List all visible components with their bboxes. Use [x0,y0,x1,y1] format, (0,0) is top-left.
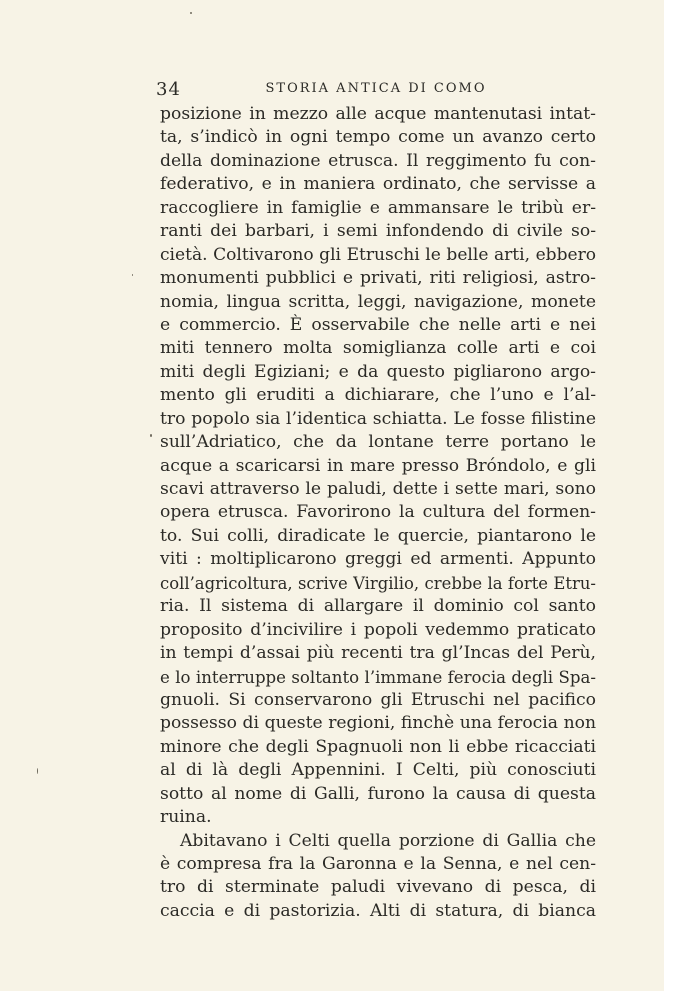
text-line: della dominazione etrusca. Il reggimento fu con- [160,150,596,171]
text-line: al di là degli Appennini. I Celti, più conosciuti [160,760,596,781]
page-margin [664,0,700,991]
text-line: posizione in mezzo alle acque mantenutasi intat- [160,104,596,124]
ink-speck [150,434,152,437]
text-line: mento gli eruditi a dichiarare, che l’uno e l’al- [160,385,596,406]
text-line: acque a scaricarsi in mare presso Bróndolo, e gli [160,455,596,476]
text-line: ta, s’indicò in ogni tempo come un avanzo certo [160,127,596,148]
text-line: è compresa fra la Garonna e la Senna, e nel cen- [160,854,596,874]
paragraph-last-line: ruina. [160,807,212,828]
text-line: to. Sui colli, diradicate le quercie, piantarono le [160,525,596,546]
text-line: proposito d’incivilire i popoli vedemmo praticato [160,619,596,640]
paragraph-first-line: Abitavano i Celti quella porzione di Gallia che [180,830,596,851]
text-line: miti tennero molta somiglianza colle arti e coi [160,338,596,359]
text-line: possesso di queste regioni, finchè una ferocia non [160,713,596,734]
body-text [160,103,596,923]
text-line: raccogliere in famiglie e ammansare le tribù er- [160,197,596,218]
text-line: viti : moltiplicarono greggi ed armenti. Appunto [160,549,596,570]
page-header [156,79,596,99]
text-line: ranti dei barbari, i semi infondendo di civile so- [160,221,596,242]
ink-speck [132,274,133,276]
page-number: 34 [156,79,181,100]
text-line: coll’agricoltura, scrive Virgilio, crebbe la forte Etru- [160,573,596,593]
text-line: in tempi d’assai più recenti tra gl’Incas del Perù, [160,643,596,664]
text-line: sull’Adriatico, che da lontane terre portano le [160,432,596,453]
ink-speck [37,768,38,774]
text-line: tro popolo sia l’identica schiatta. Le fosse filistine [160,408,596,429]
text-line: cietà. Coltivarono gli Etruschi le belle arti, ebbero [160,244,596,265]
text-line: tro di sterminate paludi vivevano di pesca, di [160,877,596,898]
text-line: sotto al nome di Galli, furono la causa di questa [160,783,596,804]
running-head: STORIA ANTICA DI COMO [265,81,487,96]
text-line: scavi attraverso le paludi, dette i sette mari, sono [160,479,596,499]
text-line: minore che degli Spagnuoli non li ebbe ricacciati [160,736,596,757]
text-line: nomia, lingua scritta, leggi, navigazione, monete [160,291,596,312]
text-line: ria. Il sistema di allargare il dominio col santo [160,596,596,617]
text-line: federativo, e in maniera ordinato, che servisse a [160,174,596,195]
text-line: caccia e di pastorizia. Alti di statura, di bianca [160,900,596,921]
text-line: gnuoli. Si conservarono gli Etruschi nel pacifico [160,689,596,710]
text-line: miti degli Egiziani; e da questo pigliarono argo- [160,361,596,382]
text-line: e commercio. È osservabile che nelle arti e nei [160,314,596,335]
text-line: monumenti pubblici e privati, riti religiosi, astro- [160,268,596,289]
text-line: e lo interruppe soltanto l’immane ferocia degli Spa- [160,667,596,687]
text-line: opera etrusca. Favorirono la cultura del formen- [160,502,596,523]
ink-speck [190,12,192,14]
